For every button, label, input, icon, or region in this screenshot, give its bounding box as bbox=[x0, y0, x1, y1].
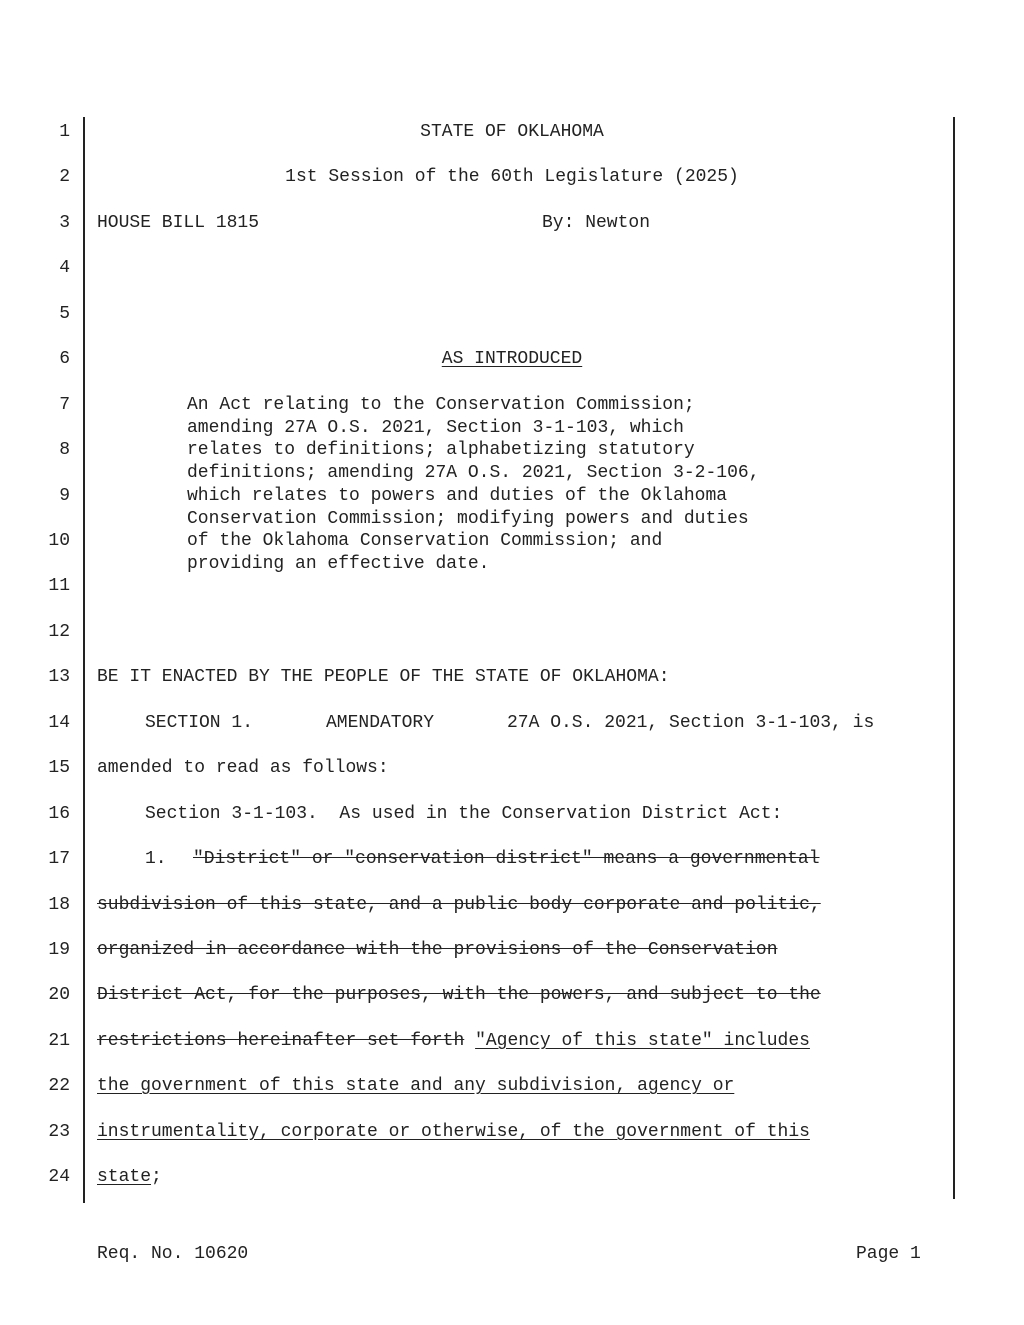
title-line: amending 27A O.S. 2021, Section 3-1-103, which bbox=[187, 418, 684, 438]
inserted-text bbox=[97, 1123, 810, 1141]
inserted-line: state bbox=[97, 1167, 152, 1187]
line-number: 8 bbox=[59, 440, 70, 460]
line-number: 23 bbox=[48, 1122, 70, 1142]
left-margin-rule bbox=[83, 117, 85, 1203]
mixed-line bbox=[97, 1032, 810, 1050]
struck-line: District Act, for the purposes, with the powers, and subject to the bbox=[97, 985, 821, 1005]
section-heading: Section 3-1-103. As used in the Conservation District Act: bbox=[145, 804, 783, 824]
section-continuation: amended to read as follows: bbox=[97, 758, 389, 778]
title-line: relates to definitions; alphabetizing statutory bbox=[187, 440, 695, 460]
request-number: Req. No. 10620 bbox=[97, 1244, 249, 1264]
inserted-line: the government of this state and any subdivision, agency or bbox=[97, 1076, 735, 1096]
line-number: 2 bbox=[59, 167, 70, 187]
struck-text bbox=[97, 896, 821, 914]
page-number: Page 1 bbox=[856, 1244, 921, 1264]
struck-text bbox=[97, 986, 821, 1004]
line-number: 1 bbox=[59, 122, 70, 142]
bill-status bbox=[97, 350, 927, 368]
bill-number: HOUSE BILL 1815 bbox=[97, 213, 260, 233]
line-number: 18 bbox=[48, 895, 70, 915]
state-heading: STATE OF OKLAHOMA bbox=[420, 122, 604, 142]
bill-status-text: AS INTRODUCED bbox=[441, 349, 583, 369]
line-number: 12 bbox=[48, 622, 70, 642]
line-number: 13 bbox=[48, 667, 70, 687]
line-number: 16 bbox=[48, 804, 70, 824]
title-line: definitions; amending 27A O.S. 2021, Section 3-2-106, bbox=[187, 463, 760, 483]
section-type: AMENDATORY bbox=[326, 713, 435, 733]
inserted-line: instrumentality, corporate or otherwise, of the government of this bbox=[97, 1122, 810, 1142]
title-line: An Act relating to the Conservation Commission; bbox=[187, 395, 695, 415]
item-number: 1. bbox=[145, 849, 167, 869]
line-number: 24 bbox=[48, 1167, 70, 1187]
title-line: which relates to powers and duties of the Oklahoma bbox=[187, 486, 728, 506]
section-citation: 27A O.S. 2021, Section 3-1-103, is bbox=[507, 713, 875, 733]
session-heading: 1st Session of the 60th Legislature (2025) bbox=[285, 167, 739, 187]
struck-line: "District" or "conservation district" means a governmental bbox=[193, 849, 820, 869]
right-margin-rule bbox=[953, 117, 955, 1199]
line-number: 7 bbox=[59, 395, 70, 415]
struck-line: restrictions hereinafter set forth bbox=[97, 1031, 465, 1051]
line-number: 4 bbox=[59, 258, 70, 278]
title-line: Conservation Commission; modifying powers and duties bbox=[187, 509, 749, 529]
line-number: 17 bbox=[48, 849, 70, 869]
struck-line: subdivision of this state, and a public body corporate and politic, bbox=[97, 895, 821, 915]
struck-line: organized in accordance with the provisions of the Conservation bbox=[97, 940, 778, 960]
section-label: SECTION 1. bbox=[145, 713, 254, 733]
line-number: 6 bbox=[59, 349, 70, 369]
line-number: 10 bbox=[48, 531, 70, 551]
trailing-punctuation: ; bbox=[151, 1167, 162, 1187]
title-line: of the Oklahoma Conservation Commission; and bbox=[187, 531, 663, 551]
line-number: 11 bbox=[48, 576, 70, 596]
line-number: 3 bbox=[59, 213, 70, 233]
line-number: 15 bbox=[48, 758, 70, 778]
enacting-clause: BE IT ENACTED BY THE PEOPLE OF THE STATE OF OKLAHOMA: bbox=[97, 667, 670, 687]
inserted-text bbox=[97, 1077, 734, 1095]
line-number: 19 bbox=[48, 940, 70, 960]
line-number: 21 bbox=[48, 1031, 70, 1051]
inserted-line: "Agency of this state" includes bbox=[475, 1031, 810, 1051]
bill-author: By: Newton bbox=[542, 213, 651, 233]
line-number: 5 bbox=[59, 304, 70, 324]
line-number: 9 bbox=[59, 486, 70, 506]
line-number: 20 bbox=[48, 985, 70, 1005]
title-line: providing an effective date. bbox=[187, 554, 490, 574]
inserted-text bbox=[97, 1168, 162, 1186]
struck-text bbox=[97, 941, 778, 959]
line-number: 22 bbox=[48, 1076, 70, 1096]
struck-text bbox=[193, 850, 820, 868]
line-number: 14 bbox=[48, 713, 70, 733]
